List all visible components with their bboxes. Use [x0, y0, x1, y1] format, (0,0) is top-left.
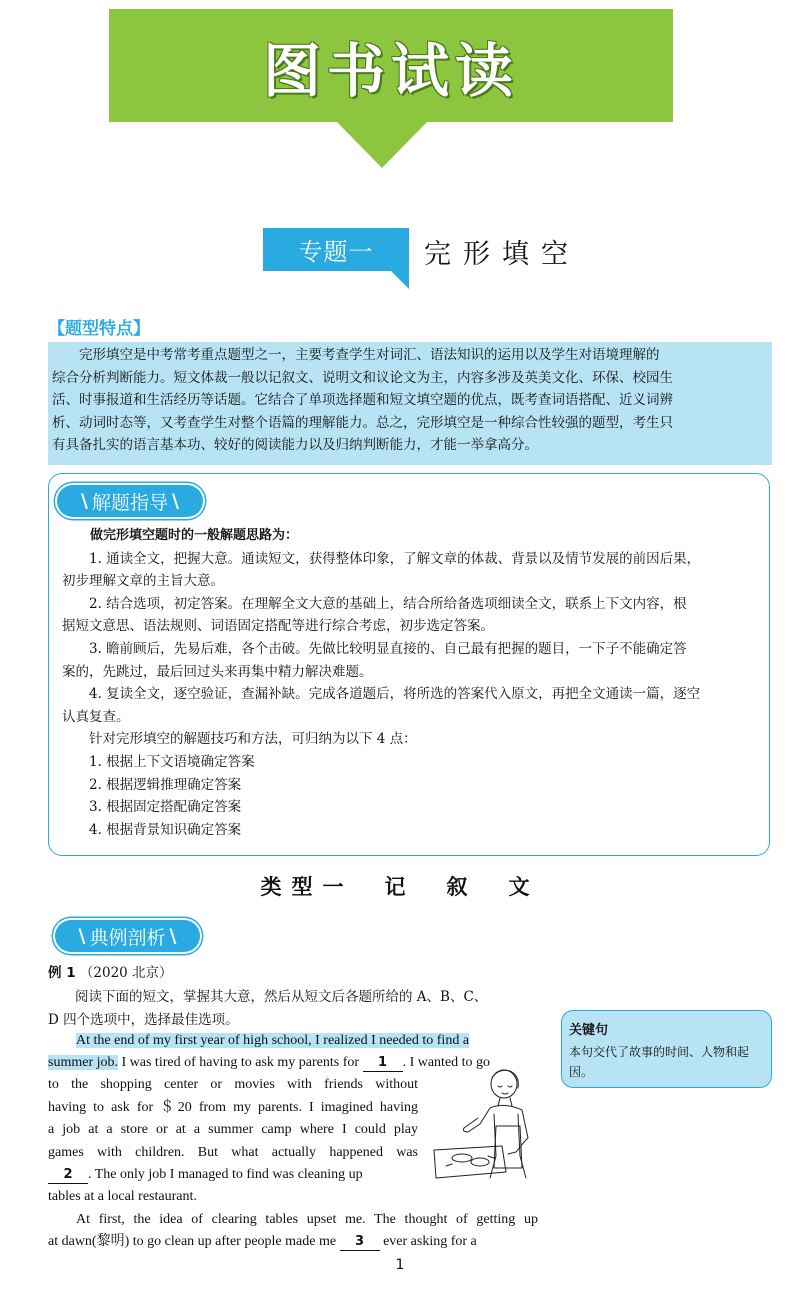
guide-line: 初步理解文章的主旨大意。 — [62, 573, 224, 590]
guide-line: 案的，先跳过，最后回过头来再集中精力解决难题。 — [62, 663, 373, 680]
features-line: 活、时事报道和生活经历等话题。它结合了单项选择题和短文填空题的优点，既考查词语搭配、近义词辨 — [52, 392, 673, 409]
example-tag — [55, 920, 200, 952]
guide-line: 4. 根据背景知识确定答案 — [62, 821, 242, 838]
guide-line: 4. 复读全文，逐空验证，查漏补缺。完成各道题后，将所选的答案代入原文，再把全文通读一篇，逐空 — [62, 686, 701, 703]
passage-line: having to ask for ＄20 from my parents. I imagined having — [48, 1100, 418, 1115]
passage-line — [48, 1209, 538, 1232]
topic-title: 完形填空 — [424, 239, 580, 270]
slash-icon: \ — [169, 925, 177, 947]
instruction-line: 阅读下面的短文，掌握其大意，然后从短文后各题所给的 A、B、C、 — [48, 989, 488, 1005]
passage-text: at dawn(黎明) to go clean up after people made me — [48, 1234, 340, 1249]
topic-label-tail — [390, 270, 409, 289]
guide-line: 2. 结合选项，初定答案。在理解全文大意的基础上，结合所给备选项细读全文，联系上下文内容，根 — [62, 595, 687, 612]
features-line: 有具备扎实的语言基本功、较好的阅读能力以及归纳判断能力，才能一举拿高分。 — [52, 437, 538, 454]
banner-title: 图书试读 — [262, 36, 519, 105]
blank-3: 3 — [340, 1234, 380, 1251]
features-paragraph — [52, 344, 768, 457]
guide-line: 2. 根据逻辑推理确定答案 — [62, 776, 242, 793]
passage-line: a job at a store or at a summer camp where I could play — [48, 1122, 418, 1137]
passage-text: . I wanted to go — [402, 1055, 491, 1070]
passage-text: . The only job I managed to find was cleaning up — [88, 1167, 363, 1182]
features-line: 析、动词时态等，又考查学生对整个语篇的理解能力。总之，完形填空是一种综合性较强的题型，考生只 — [52, 414, 673, 431]
guide-line: 3. 瞻前顾后，先易后难，各个击破。先做比较明显直接的、自己最有把握的题目，一下子不能确定答 — [62, 640, 687, 657]
slash-icon: \ — [172, 490, 179, 512]
key-sentence: summer job. — [48, 1055, 118, 1070]
key-sentence: At the end of my first year of high school, I realized I needed to find a — [76, 1033, 470, 1048]
topic-label: 专题一 — [298, 238, 374, 266]
guide-line: 据短文意思、语法规则、词语固定搭配等进行综合考虑，初步选定答案。 — [62, 618, 494, 635]
example-number: 例 1 — [48, 965, 76, 981]
guide-line: 针对完形填空的解题技巧和方法，可归纳为以下 4 点： — [62, 731, 417, 748]
type-title: 类型一 记 叙 文 — [260, 875, 540, 899]
passage-line — [48, 1164, 418, 1187]
guide-line: 1. 通读全文，把握大意。通读短文，获得整体印象，了解文章的体裁、背景以及情节发展的前因后果， — [62, 550, 701, 567]
passage-line: tables at a local restaurant. — [48, 1189, 197, 1204]
slash-icon: \ — [81, 490, 88, 512]
guide-line: 3. 根据固定搭配确定答案 — [62, 799, 242, 816]
slash-icon: \ — [78, 925, 86, 947]
passage-line — [48, 1231, 543, 1254]
page-number: 1 — [395, 1257, 405, 1273]
features-line: 完形填空是中考常考重点题型之一，主要考查学生对词汇、语法知识的运用以及学生对语境理解的 — [52, 347, 660, 363]
guide-line: 认真复查。 — [62, 708, 130, 725]
passage-text: ever asking for a — [379, 1234, 477, 1249]
guide-tag-label: 解题指导 — [91, 491, 168, 514]
key-note-text: 本句交代了故事的时间、人物和起因。 — [569, 1045, 750, 1079]
passage-line — [48, 1030, 538, 1053]
passage-text: At first, the idea of clearing tables upset me. The thought of getting up — [76, 1212, 538, 1227]
features-line: 综合分析判断能力。短文体裁一般以记叙文、说明文和议论文为主，内容多涉及英美文化、环保、校园生 — [52, 369, 673, 386]
guide-list — [62, 525, 768, 841]
blank-1: 1 — [363, 1055, 403, 1072]
blank-2: 2 — [48, 1167, 88, 1184]
example-label — [48, 961, 173, 981]
key-note-title: 关键句 — [569, 1023, 609, 1038]
features-heading: 【题型特点】 — [48, 319, 150, 339]
guide-line: 1. 根据上下文语境确定答案 — [62, 753, 255, 770]
guide-tag — [57, 485, 203, 517]
passage-line: games with children. But what actually happened was — [48, 1145, 418, 1160]
instruction-line: D 四个选项中，选择最佳选项。 — [48, 1011, 239, 1028]
waitress-illustration — [432, 1068, 542, 1180]
passage-line: to the shopping center or movies with friends without — [48, 1077, 418, 1092]
banner-arrow — [336, 121, 428, 168]
example-tag-label: 典例剖析 — [89, 926, 166, 949]
guide-lead: 做完形填空题时的一般解题思路为： — [90, 528, 299, 543]
example-instructions — [48, 986, 538, 1031]
example-source: （2020 北京） — [79, 965, 173, 981]
passage-text: I was tired of having to ask my parents for — [118, 1055, 363, 1070]
